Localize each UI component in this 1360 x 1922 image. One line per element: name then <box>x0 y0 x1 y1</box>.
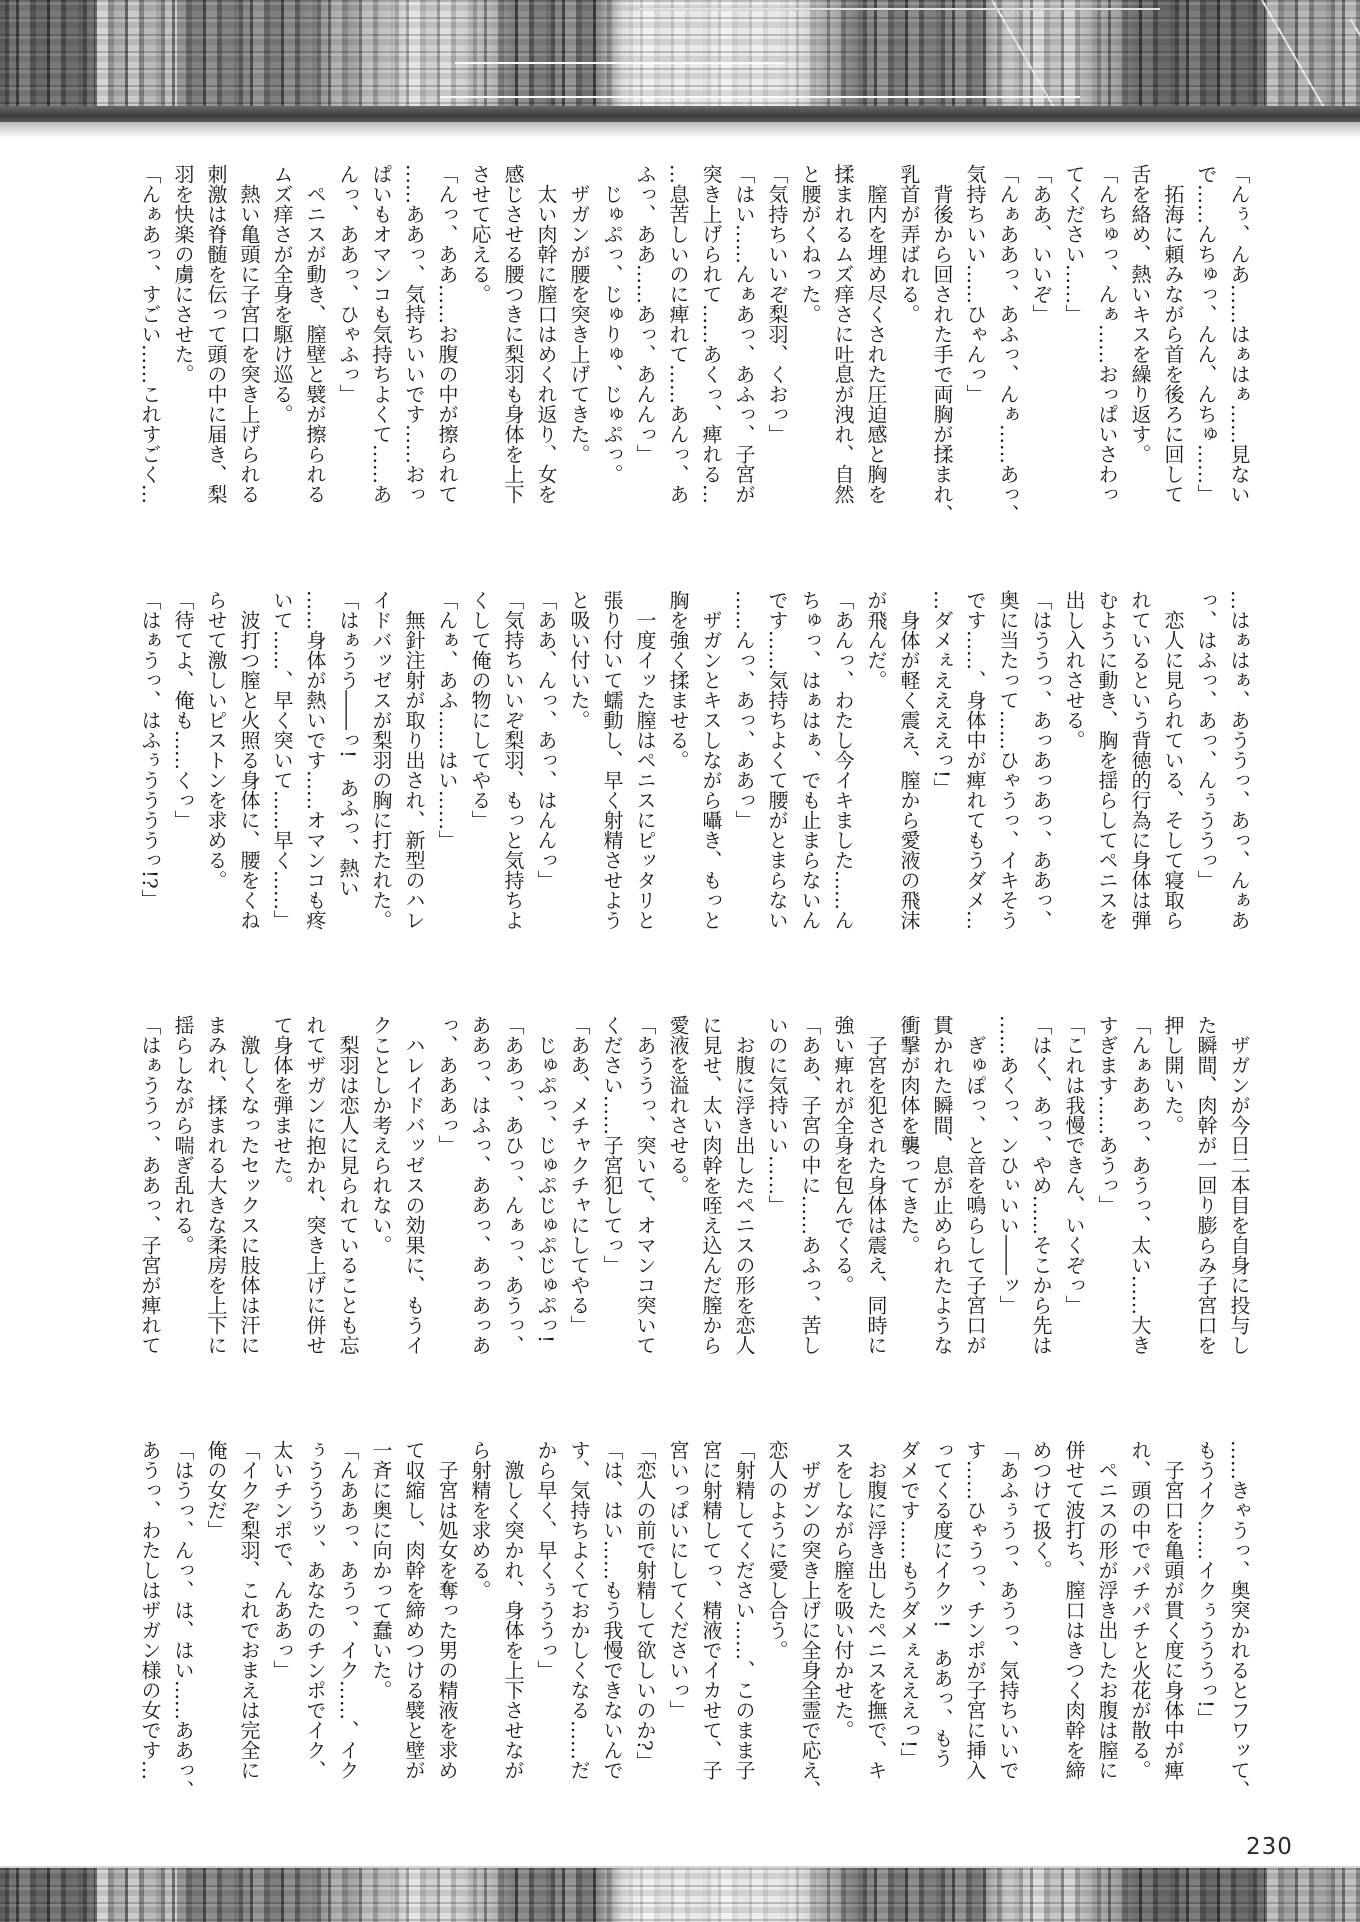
text-column: ぅうううッ、あなたのチンポでイク、 <box>303 1440 327 1780</box>
glitch-diagonal-line <box>985 0 1062 120</box>
text-column: 感じさせる腰つきに梨羽も身体を上下 <box>501 164 525 504</box>
text-column: 太い肉幹に膣口はめくれ返り、女を <box>534 164 558 504</box>
text-column: 熱い亀頭に子宮口を突き上げられる <box>237 164 261 504</box>
text-column: ああっ、はふっ、ああっ、あっあっあ <box>468 1015 492 1355</box>
text-column: 張り付いて蠕動し、早く射精させよう <box>600 590 624 930</box>
text-column: あうっ、わたしはザガン様の女です… <box>138 1440 162 1780</box>
glitch-line <box>440 96 1080 98</box>
text-column: 舌を絡め、熱いキスを繰り返す。 <box>1128 164 1152 464</box>
text-column: させて応える。 <box>468 164 492 304</box>
text-column: ザガンが今日二本目を自身に投与し <box>1227 1015 1251 1355</box>
text-column: ふっ、ああ……あっ、あんんっ」 <box>633 164 657 464</box>
text-column: 「気持ちいいぞ梨羽、もっと気持ちよ <box>501 590 525 930</box>
text-column: いて……、早く突いて……早く……」 <box>270 590 294 930</box>
text-column: じゅぷっ、じゅりゅ、じゅぷっ。 <box>600 164 624 484</box>
text-column: お腹に浮き出したペニスの形を恋人 <box>732 1015 756 1355</box>
text-column: です……、身体中が痺れてもうダメ… <box>963 590 987 930</box>
text-column: と吸い付いた。 <box>567 590 591 730</box>
text-column: と腰がくねった。 <box>798 164 822 324</box>
page-number: 230 <box>1246 1834 1293 1860</box>
text-column: ペニスの形が浮き出したお腹は膣に <box>1095 1440 1119 1780</box>
text-column: ザガンとキスしながら囁き、もっと <box>699 590 723 930</box>
text-column: 恋人に見られている、そして寝取ら <box>1161 590 1185 930</box>
text-column: ……きゃうっ、奥突かれるとフワッて、 <box>1227 1440 1251 1800</box>
text-column: …ダメぇええええっ!」 <box>930 590 954 799</box>
text-column: 「はぁうっ、はふぅううううっ!?」 <box>138 590 162 909</box>
text-row-1 <box>133 164 1255 562</box>
text-column: 宮に射精してっ、精液でイカせて、子 <box>699 1440 723 1780</box>
header-fade <box>0 122 1360 138</box>
text-column: 身体が軽く震え、膣から愛液の飛沫 <box>897 590 921 930</box>
text-column: 激しくなったセックスに肢体は汗に <box>237 1015 261 1355</box>
text-column: むように動き、胸を揺らしてペニスを <box>1095 590 1119 930</box>
text-column: ってくる度にイクッ! ああっ、もう <box>930 1440 954 1769</box>
text-column: 出し入れさせる。 <box>1062 590 1086 750</box>
text-column: て収縮し、肉幹を締めつける襞と壁が <box>402 1440 426 1780</box>
footer-collage-art <box>0 1866 1360 1922</box>
text-column: …はぁはぁ、あううっ、あっ、んぁあ <box>1227 590 1251 930</box>
text-column: が飛んだ。 <box>864 590 888 690</box>
text-column: 貫かれた瞬間、息が止められたような <box>930 1015 954 1355</box>
text-column: 「射精してください……、このまま子 <box>732 1440 756 1780</box>
text-column: 「んちゅっ、んぁ……おっぱいさわっ <box>1095 164 1119 504</box>
text-column: イドバッゼスが梨羽の胸に打たれた。 <box>369 590 393 930</box>
text-column: 強い痺れが全身を包んでくる。 <box>831 1015 855 1295</box>
text-column: お腹に浮き出したペニスを撫で、キ <box>864 1440 888 1780</box>
text-column: れ、頭の中でパチパチと火花が散る。 <box>1128 1440 1152 1780</box>
text-column: 乳首が弄ばれる。 <box>897 164 921 324</box>
text-column: 奥に当たって……ひゃうっ、イキそう <box>996 590 1020 930</box>
text-column: スをしながら膣を吸い付かせた。 <box>831 1440 855 1740</box>
text-column: 揉まれるムズ痒さに吐息が洩れ、自然 <box>831 164 855 504</box>
text-column: てください……」 <box>1062 164 1086 324</box>
text-column: 「んっ、ああ……お腹の中が擦られて <box>435 164 459 504</box>
text-column: すぎます……あうっ」 <box>1095 1015 1119 1215</box>
text-column: で……んちゅっ、んん、んちゅ……」 <box>1194 164 1218 504</box>
text-column: 背後から回された手で両胸が揉まれ、 <box>930 164 954 524</box>
text-column: す、気持ちよくておかしくなる……だ <box>567 1440 591 1780</box>
text-column: 「はぁうう――っ! あふっ、熱い <box>336 590 360 899</box>
text-column: 無針注射が取り出され、新型のハレ <box>402 590 426 930</box>
text-column: っ、あああっ」 <box>435 1015 459 1155</box>
text-column: ムズ痒さが全身を駆け巡る。 <box>270 164 294 424</box>
text-column: 押し開いた。 <box>1161 1015 1185 1135</box>
text-column: 梨羽は恋人に見られていることも忘 <box>336 1015 360 1355</box>
glitch-diagonal-line <box>1255 0 1332 120</box>
text-column: に見せ、太い肉幹を咥え込んだ膣から <box>699 1015 723 1355</box>
text-column: ぱいもオマンコも気持ちよくて……あ <box>369 164 393 504</box>
text-column: 「はうっ、んっ、は、はい……ああっ、 <box>171 1440 195 1800</box>
text-column: 「ああっ、あひっ、んぁっ、あうっ、 <box>501 1015 525 1355</box>
text-column: ちゅっ、はぁはぁ、でも止まらないん <box>798 590 822 930</box>
text-column: 「ああ、んっ、あっ、はんんっ」 <box>534 590 558 890</box>
text-column: 太いチンポで、んああっ」 <box>270 1440 294 1680</box>
text-column: ダメです……もうダメぇえええっ!」 <box>897 1440 921 1769</box>
text-column: 拓海に頼みながら首を後ろに回して <box>1161 164 1185 504</box>
text-column: くして俺の物にしてやる」 <box>468 590 492 830</box>
text-column: た瞬間、肉幹が一回り膨らみ子宮口を <box>1194 1015 1218 1355</box>
text-column: 一度イッた膣はペニスにピッタリと <box>633 590 657 930</box>
text-column: ……あくっ、ンひぃいい――ッ」 <box>996 1015 1020 1315</box>
text-column: ……ああっ、気持ちいいです……おっ <box>402 164 426 504</box>
text-column: 子宮は処女を奪った男の精液を求め <box>435 1440 459 1780</box>
text-column: 膣内を埋め尽くされた圧迫感と胸を <box>864 164 888 504</box>
text-column: 「あんっ、わたし今イキました……ん <box>831 590 855 930</box>
glitch-line <box>640 8 1160 10</box>
text-column: れているという背徳的行為に身体は弾 <box>1128 590 1152 930</box>
text-column: 子宮口を亀頭が貫く度に身体中が痺 <box>1161 1440 1185 1780</box>
text-column: 「んぁああっ、あうっ、太い……大き <box>1128 1015 1152 1355</box>
text-column: もうイク……イクぅうううっ!」 <box>1194 1440 1218 1729</box>
header-collage-art <box>0 0 1360 108</box>
text-column: 「んああっ、あうっ、イク……、イク <box>336 1440 360 1780</box>
text-column: ザガンが腰を突き上げてきた。 <box>567 164 591 464</box>
glitch-diagonal-line <box>1350 19 1360 115</box>
text-column: めつけて扱く。 <box>1029 1440 1053 1580</box>
text-column: 波打つ膣と火照る身体に、腰をくね <box>237 590 261 930</box>
text-column: 「イクぞ梨羽、これでおまえは完全に <box>237 1440 261 1780</box>
text-column: です……気持ちよくて腰がとまらない <box>765 590 789 930</box>
text-column: ……身体が熱いです……オマンコも疼 <box>303 590 327 930</box>
text-column: 羽を快楽の虜にさせた。 <box>171 164 195 384</box>
text-column: 「んぁあっ、すごい……これすごく… <box>138 164 162 504</box>
text-column: 気持ちいい……ひゃんっ」 <box>963 164 987 404</box>
text-column: 愛液を溢れさせる。 <box>666 1015 690 1195</box>
text-column: 恋人のように愛し合う。 <box>765 1440 789 1660</box>
text-column: 「待てよ、俺も……くっ」 <box>171 590 195 830</box>
text-column: 「はく、あっ、やめ……そこから先は <box>1029 1015 1053 1355</box>
text-row-4 <box>133 1440 1255 1838</box>
text-column: ハレイドバッゼスの効果に、もうイ <box>402 1015 426 1355</box>
text-column: 宮いっぱいにしてくださいっ」 <box>666 1440 690 1720</box>
text-column: 揺らしながら喘ぎ乱れる。 <box>171 1015 195 1255</box>
text-column: ……んっ、あっ、ああっ」 <box>732 590 756 830</box>
text-column: 「気持ちいいぞ梨羽、くおっ」 <box>765 164 789 444</box>
text-column: 衝撃が肉体を襲ってきた。 <box>897 1015 921 1255</box>
header-dark-band <box>0 106 1360 122</box>
text-column: ぎゅぽっ、と音を鳴らして子宮口が <box>963 1015 987 1355</box>
text-column: 併せて波打ち、膣口はきつく肉幹を締 <box>1062 1440 1086 1780</box>
text-column: まみれ、揉まれる大きな柔房を上下に <box>204 1015 228 1355</box>
text-column: 「はぁううっ、ああっ、子宮が痺れて <box>138 1015 162 1355</box>
text-column: 「ああ、メチャクチャにしてやる」 <box>567 1015 591 1335</box>
text-column: ザガンの突き上げに全身全霊で応え、 <box>798 1440 822 1800</box>
text-column: クことしか考えられない。 <box>369 1015 393 1255</box>
text-column: っ、はふっ、あっ、んぅううっ」 <box>1194 590 1218 890</box>
text-column: れてザガンに抱かれ、突き上げに併せ <box>303 1015 327 1355</box>
text-column: 子宮を犯された身体は震え、同時に <box>864 1015 888 1355</box>
text-column: 激しく突かれ、身体を上下させなが <box>501 1440 525 1780</box>
text-column: んっ、ああっ、ひゃふっ」 <box>336 164 360 404</box>
text-column: 「は、はい……もう我慢できないんで <box>600 1440 624 1780</box>
text-column: 「ああ、いいぞ」 <box>1029 164 1053 324</box>
text-column: て身体を弾ませた。 <box>270 1015 294 1195</box>
glitch-line <box>455 62 785 64</box>
text-column: 胸を強く揉ませる。 <box>666 590 690 770</box>
text-column: 「ああ、子宮の中に……あふっ、苦し <box>798 1015 822 1355</box>
text-column: 「これは我慢できん、いくぞっ」 <box>1062 1015 1086 1315</box>
text-column: から早く、早くぅううっ」 <box>534 1440 558 1680</box>
text-column: 「はい……んぁあっ、あふっ、子宮が <box>732 164 756 504</box>
text-column: 「んぁああっ、あふっ、んぁ……あっ、 <box>996 164 1020 524</box>
text-column: 突き上げられて……あくっ、痺れる… <box>699 164 723 504</box>
text-column: ください……子宮犯してっ」 <box>600 1015 624 1275</box>
text-column: 「んぁ、あふ……はい……」 <box>435 590 459 850</box>
text-column: 「はううっ、あっあっあっ、ああっ、 <box>1029 590 1053 930</box>
text-column: 刺激は脊髄を伝って頭の中に届き、梨 <box>204 164 228 504</box>
text-column: いのに気持いい……」 <box>765 1015 789 1215</box>
text-row-2 <box>133 590 1255 988</box>
text-column: 一斉に奥に向かって蠢いた。 <box>369 1440 393 1700</box>
text-column: す……ひゃうっ、チンポが子宮に挿入 <box>963 1440 987 1780</box>
text-column: …息苦しいのに痺れて……あんっ、あ <box>666 164 690 504</box>
text-column: ペニスが動き、膣壁と襞が擦られる <box>303 164 327 504</box>
text-column: じゅぷっ、じゅぷじゅぷじゅぷっ! <box>534 1015 558 1344</box>
text-column: 「恋人の前で射精して欲しいのか?」 <box>633 1440 657 1771</box>
text-column: 「あふぅうっ、あうっ、気持ちいいで <box>996 1440 1020 1780</box>
text-column: ら射精を求める。 <box>468 1440 492 1600</box>
text-column: 「あううっ、突いて、オマンコ突いて <box>633 1015 657 1355</box>
text-column: 俺の女だ」 <box>204 1440 228 1540</box>
text-column: 「んぅ、んあ……はぁはぁ……見ない <box>1227 164 1251 504</box>
text-column: らせて激しいピストンを求める。 <box>204 590 228 890</box>
text-row-3 <box>133 1015 1255 1413</box>
